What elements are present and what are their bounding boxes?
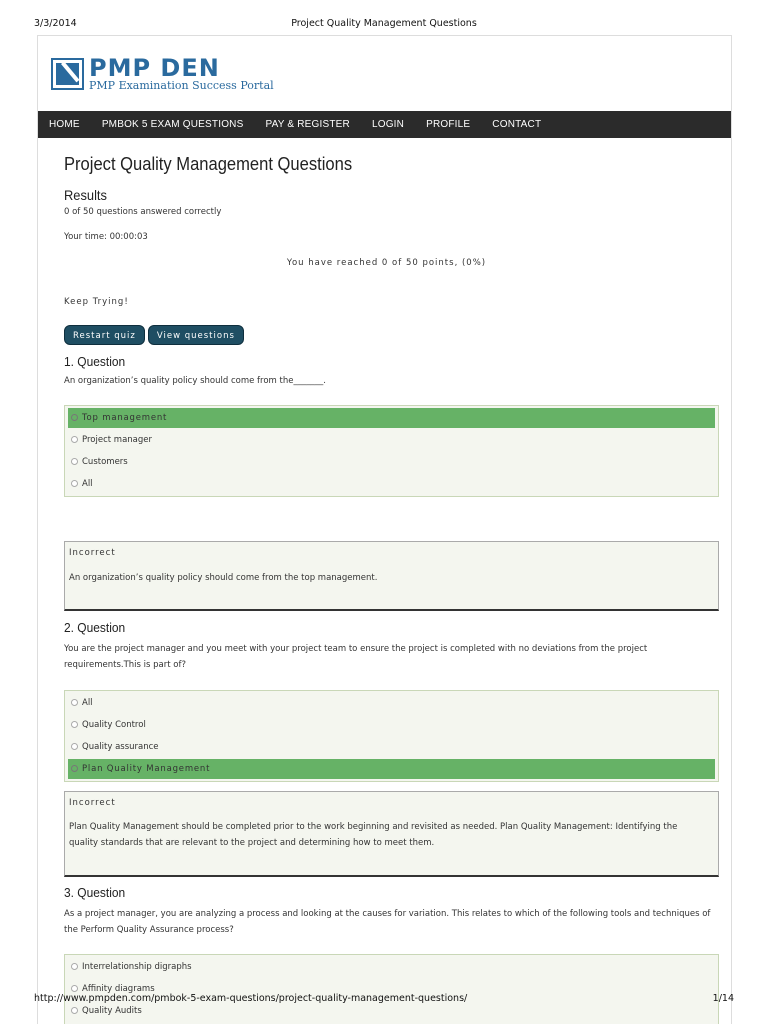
answer-option[interactable] bbox=[68, 1001, 715, 1021]
result-message: Keep Trying! bbox=[64, 297, 129, 307]
print-page-number: 1/14 bbox=[712, 993, 734, 1004]
radio-icon bbox=[71, 480, 78, 487]
radio-icon bbox=[71, 458, 78, 465]
restart-quiz-button[interactable]: Restart quiz bbox=[64, 325, 145, 345]
answer-label: Affinity diagrams bbox=[82, 984, 155, 994]
pmpden-logo-icon bbox=[51, 58, 84, 90]
radio-icon bbox=[71, 699, 78, 706]
answer-label: Top management bbox=[82, 413, 168, 423]
answer-option[interactable] bbox=[68, 430, 715, 450]
answer-options bbox=[64, 690, 719, 782]
feedback-box bbox=[64, 541, 719, 611]
view-questions-button[interactable]: View questions bbox=[148, 325, 244, 345]
nav-profile[interactable]: PROFILE bbox=[426, 119, 471, 130]
nav-home[interactable]: HOME bbox=[49, 119, 80, 130]
nav-login[interactable]: LOGIN bbox=[371, 119, 405, 130]
feedback-box bbox=[64, 791, 719, 877]
main-nav bbox=[38, 111, 731, 138]
answer-label: Quality assurance bbox=[82, 742, 159, 752]
answer-label: All bbox=[82, 698, 93, 708]
logo-tagline: PMP Examination Success Portal bbox=[89, 79, 274, 92]
points-summary: You have reached 0 of 50 points, (0%) bbox=[286, 258, 487, 268]
answer-option[interactable] bbox=[68, 408, 715, 428]
answer-label: Quality Control bbox=[82, 720, 146, 730]
results-heading: Results bbox=[64, 187, 107, 203]
page-container bbox=[37, 35, 732, 1024]
answer-option[interactable] bbox=[68, 737, 715, 757]
answer-options bbox=[64, 954, 719, 1024]
print-header bbox=[0, 18, 768, 32]
question-title: 1. Question bbox=[64, 354, 126, 369]
answered-count: 0 of 50 questions answered correctly bbox=[64, 207, 222, 217]
print-date: 3/3/2014 bbox=[34, 18, 77, 29]
quiz-time: Your time: 00:00:03 bbox=[64, 232, 148, 242]
answer-options bbox=[64, 405, 719, 497]
radio-icon bbox=[71, 985, 78, 992]
logo-brand: PMP DEN bbox=[89, 54, 220, 82]
answer-label: Quality Audits bbox=[82, 1006, 142, 1016]
feedback-text: An organization’s quality policy should come from the top management. bbox=[69, 573, 378, 583]
question-title: 3. Question bbox=[64, 885, 126, 900]
feedback-title: Incorrect bbox=[69, 548, 116, 558]
nav-pmbok-exam-questions[interactable]: PMBOK 5 EXAM QUESTIONS bbox=[101, 119, 244, 130]
answer-label: Interrelationship digraphs bbox=[82, 962, 192, 972]
quiz-actions bbox=[64, 325, 244, 345]
answer-label: Plan Quality Management bbox=[82, 764, 211, 774]
answer-label: All bbox=[82, 479, 93, 489]
site-logo[interactable] bbox=[51, 54, 274, 96]
radio-icon bbox=[71, 765, 78, 772]
answer-option[interactable] bbox=[68, 452, 715, 472]
nav-contact[interactable]: CONTACT bbox=[492, 119, 542, 130]
answer-option[interactable] bbox=[68, 759, 715, 779]
answer-option[interactable] bbox=[68, 474, 715, 494]
answer-option[interactable] bbox=[68, 693, 715, 713]
answer-label: Project manager bbox=[82, 435, 152, 445]
radio-icon bbox=[71, 963, 78, 970]
radio-icon bbox=[71, 414, 78, 421]
question-text: You are the project manager and you meet with your project team to ensure the project is completed with no deviations from the project requirements.This is part of? bbox=[64, 644, 648, 670]
answer-label: Customers bbox=[82, 457, 128, 467]
question-title: 2. Question bbox=[64, 620, 126, 635]
answer-option[interactable] bbox=[68, 715, 715, 735]
radio-icon bbox=[71, 743, 78, 750]
radio-icon bbox=[71, 1007, 78, 1014]
print-url: http://www.pmpden.com/pmbok-5-exam-questions/project-quality-management-questions/ bbox=[34, 993, 468, 1004]
radio-icon bbox=[71, 436, 78, 443]
feedback-title: Incorrect bbox=[69, 798, 116, 808]
question-text: As a project manager, you are analyzing a process and looking at the causes for variation. This relates to which of the following tools and techniques of the Perform Quality Assurance process? bbox=[64, 909, 711, 935]
page-title: Project Quality Management Questions bbox=[64, 154, 353, 174]
answer-option[interactable] bbox=[68, 957, 715, 977]
question-text: An organization’s quality policy should come from the_______. bbox=[64, 376, 326, 386]
print-title: Project Quality Management Questions bbox=[291, 18, 477, 29]
feedback-text: Plan Quality Management should be completed prior to the work beginning and revisited as needed. Plan Quality Management: Identifying the quality standards that are relevant to the project and determining how to meet them. bbox=[69, 822, 678, 848]
radio-icon bbox=[71, 721, 78, 728]
nav-pay-register[interactable]: PAY & REGISTER bbox=[265, 119, 350, 130]
